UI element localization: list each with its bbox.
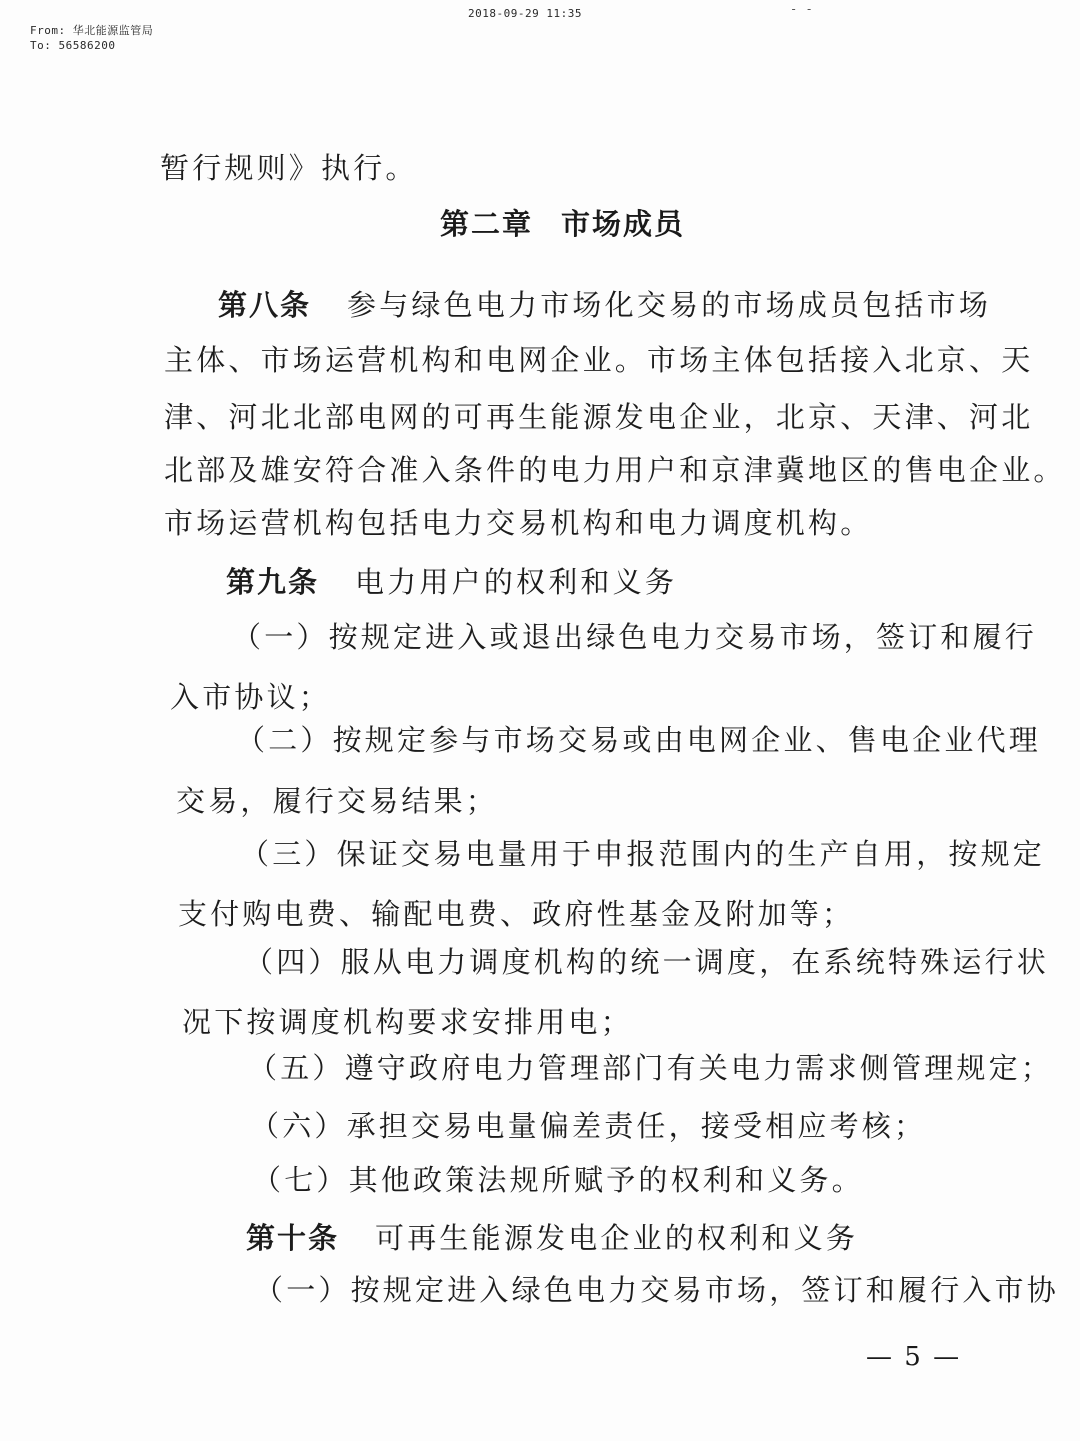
article-9-item-5: （五）遵守政府电力管理部门有关电力需求侧管理规定； (248, 1051, 1054, 1085)
chapter-name: 市场成员 (561, 207, 686, 241)
article-8-line-5: 市场运营机构包括电力交易机构和电力调度机构。 (164, 506, 873, 540)
chapter-number: 第二章 (440, 207, 534, 241)
article-10-label: 第十条 (246, 1221, 340, 1255)
article-9-item-2-line-1: （二）按规定参与市场交易或由电网企业、售电企业代理 (236, 723, 1042, 757)
article-9-title: 电力用户的权利和义务 (355, 565, 678, 599)
fax-mark: - - (790, 2, 814, 16)
article-9-item-4-line-2: 况下按调度机构要求安排用电； (182, 1005, 633, 1039)
article-9-label: 第九条 (226, 565, 320, 599)
article-9-heading (226, 560, 677, 601)
chapter-heading (440, 202, 685, 243)
article-8-line-2: 主体、市场运营机构和电网企业。市场主体包括接入北京、天 (164, 343, 1034, 377)
page-number: — 5 — (866, 1342, 962, 1372)
article-9-item-6: （六）承担交易电量偏差责任，接受相应考核； (250, 1109, 927, 1143)
article-10-item-1-line-1: （一）按规定进入绿色电力交易市场，签订和履行入市协 (254, 1273, 1060, 1307)
article-9-item-1-line-2: 入市协议； (170, 680, 332, 714)
article-9-item-3-line-2: 支付购电费、输配电费、政府性基金及附加等； (178, 897, 855, 931)
article-10-heading (246, 1216, 858, 1257)
article-9-item-2-line-2: 交易，履行交易结果； (176, 784, 499, 818)
fax-to: To: 56586200 (30, 39, 116, 52)
article-9-item-4-line-1: （四）服从电力调度机构的统一调度，在系统特殊运行状 (244, 945, 1050, 979)
article-9-item-1-line-1: （一）按规定进入或退出绿色电力交易市场，签订和履行 (232, 620, 1038, 654)
fax-timestamp: 2018-09-29 11:35 (468, 7, 582, 20)
article-9-item-7: （七）其他政策法规所赋予的权利和义务。 (252, 1163, 864, 1197)
article-9-item-3-line-1: （三）保证交易电量用于申报范围内的生产自用，按规定 (240, 837, 1046, 871)
article-8-line-1 (218, 283, 991, 324)
text-line: 暂行规则》执行。 (160, 151, 418, 185)
article-8-line-4: 北部及雄安符合准入条件的电力用户和京津冀地区的售电企业。 (164, 453, 1066, 487)
article-8-text: 参与绿色电力市场化交易的市场成员包括市场 (347, 288, 992, 322)
article-10-title: 可再生能源发电企业的权利和义务 (375, 1221, 859, 1255)
fax-from: From: 华北能源监管局 (30, 24, 154, 37)
article-8-label: 第八条 (218, 288, 312, 322)
article-8-line-3: 津、河北北部电网的可再生能源发电企业，北京、天津、河北 (164, 400, 1034, 434)
